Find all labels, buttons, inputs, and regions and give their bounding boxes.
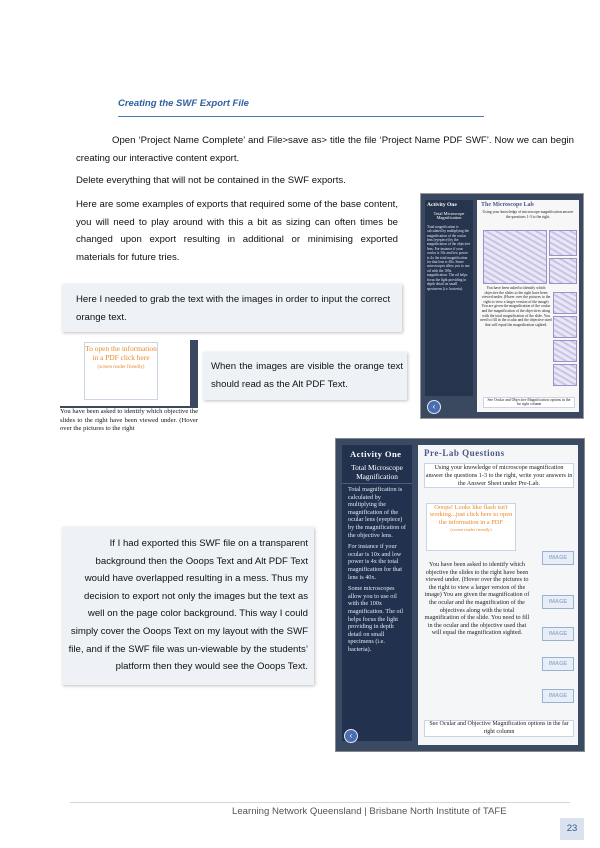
back-arrow-icon[interactable]: ‹: [344, 729, 358, 743]
screenshot-microscope-lab: [420, 193, 584, 419]
alt-pdf-note: (screen reader friendly): [97, 365, 145, 371]
microscope-thumb: [553, 292, 577, 314]
pre-lab-heading: Pre-Lab Questions: [424, 448, 505, 458]
paragraph-intro: Open ‘Project Name Complete’ and File>save as> title the file ‘Project Name PDF SWF’. Now we can begin creating our interactive content export.: [76, 135, 574, 164]
image-placeholder: IMAGE: [542, 627, 574, 641]
back-arrow-icon[interactable]: ‹: [427, 400, 441, 414]
pre-lab-left-panel: [342, 445, 412, 741]
paragraph-examples: Here are some examples of exports that required some of the base content, you will need to play around with this a bit as sizing can often times be changed upon export resulting in additional or minimising exported materials for future tries.: [76, 199, 398, 263]
callout-alt-pdf: [203, 352, 407, 400]
callout-alt-pdf-body: When the images are visible the orange text should read as the Alt PDF Text.: [211, 361, 403, 390]
microscope-image: [549, 258, 577, 284]
footer-divider: [70, 802, 570, 803]
crop-side-bar: [190, 340, 198, 408]
pre-lab-left-title: Activity One: [350, 449, 402, 459]
screenshot-right-body: You have been asked to identify which objective the slides to the right have been viewed under. (Hover over the pictures to the right to view a larger version of the image) You are given the magnification of the ocular and the magnification of the objectives along with the total magnification of the slide. You need to fill in the ocular and the objective used that will equal the magnification sighted.: [480, 286, 552, 327]
microscope-image: [483, 230, 547, 284]
screenshot-left-panel: [425, 200, 473, 396]
pre-lab-right-panel: [418, 445, 578, 745]
callout-ooops: [62, 527, 314, 685]
crop-body-text: You have been asked to identify which objective the slides to the right have been viewed under. (Hover over the pictures to the right: [60, 408, 198, 433]
image-placeholder: IMAGE: [542, 551, 574, 565]
screenshot-left-text: Total magnification is calculated by multiplying the magnification of the ocular lens (eyepiece) by the magnification of the objective lens. For instance if your ocular is 10x and low power is 4x the total magnification for that lens is 40x. Some microscopes allow you to use oil with the 100x magnification. The oil helps focus the light providing in depth detail on small specimens (i.e. bacteria).: [427, 224, 471, 291]
callout-ooops-body: If I had exported this SWF file on a transparent background then the Ooops Text and Alt PDF Text would have overlapped resulting in a mess. Thus my decision to export not only the images but the text as well on the page color background. This way I could simply cover the Ooops Text on my layout with the SWF file, and if the SWF file was un-viewable by the students’ platform then they would see the Ooops Text.: [68, 538, 308, 673]
pre-lab-left-text-1: Total magnification is calculated by multiplying the magnification of the ocular lens (eyepiece) by the magnification of the objective lens.: [348, 486, 406, 539]
screenshot-pre-lab: [335, 438, 585, 752]
screenshot-right-intro: Using your knowledge of microscope magnification answer the questions 1-3 to the right.: [482, 210, 574, 219]
callout-orange-text-body: Here I needed to grab the text with the images in order to input the correct orange text.: [76, 294, 391, 323]
microscope-thumb: [553, 316, 577, 338]
screenshot-left-subtitle: Total Microscope Magnification: [433, 211, 465, 221]
image-placeholder: IMAGE: [542, 657, 574, 671]
page-footer: Learning Network Queensland | Brisbane North Institute of TAFE: [232, 806, 507, 817]
screenshot-left-title: Activity One: [427, 202, 457, 208]
screenshot-right-panel: [477, 200, 579, 412]
pre-lab-left-text-3: Some microscopes allow you to use oil with the 100x magnification. The oil helps focus the light providing in depth detail on small specimens (i.e. bacteria).: [348, 585, 404, 653]
screenshot-right-footer: See Ocular and Objective Magnification options in the far right column: [483, 397, 575, 408]
pre-lab-left-subtitle: Total Microscope Magnification: [342, 461, 412, 484]
microscope-thumb: [553, 364, 577, 386]
pre-lab-left-text-2: For instance if your ocular is 10x and low power is 4x the total magnification for that lens is 40x.: [348, 543, 402, 581]
pre-lab-footer: See Ocular and Objective Magnification options in the far right column: [424, 720, 574, 737]
image-placeholder: IMAGE: [542, 595, 574, 609]
ooops-text-box[interactable]: [426, 503, 516, 551]
ooops-text: Ooops! Looks like flash isn't working...just click here to open the information in a PDF: [429, 504, 513, 526]
microscope-thumb: [553, 340, 577, 362]
paragraph-delete: Delete everything that will not be contained in the SWF exports.: [76, 175, 346, 186]
screenshot-alt-pdf-crop: [60, 340, 198, 440]
screenshot-right-heading: The Microscope Lab: [481, 202, 534, 208]
pre-lab-body: You have been asked to identify which objective the slides to the right have been viewed under. (Hover over the pictures to the right to view a larger version of the image) You are given the magnification of the ocular and the magnification of the objectives along with the total magnification of the slide. You need to fill in the ocular and the objective used that will equal the magnification sighted.: [424, 561, 530, 637]
callout-orange-text: [62, 284, 402, 332]
crop-top-area: [60, 340, 198, 408]
alt-pdf-text-box: [84, 342, 158, 400]
page-number: 23: [560, 818, 584, 840]
title-underline: [118, 116, 484, 117]
alt-pdf-text: To open the information in a PDF click here: [85, 344, 157, 362]
ooops-note: (screen reader friendly): [450, 527, 492, 533]
pre-lab-intro: Using your knowledge of microscope magnification answer the questions 1-3 to the right, write your answers in the Answer Sheet under Pre-Lab.: [425, 464, 573, 487]
microscope-image: [549, 230, 577, 256]
section-title: Creating the SWF Export File: [118, 98, 249, 109]
image-placeholder: IMAGE: [542, 689, 574, 703]
